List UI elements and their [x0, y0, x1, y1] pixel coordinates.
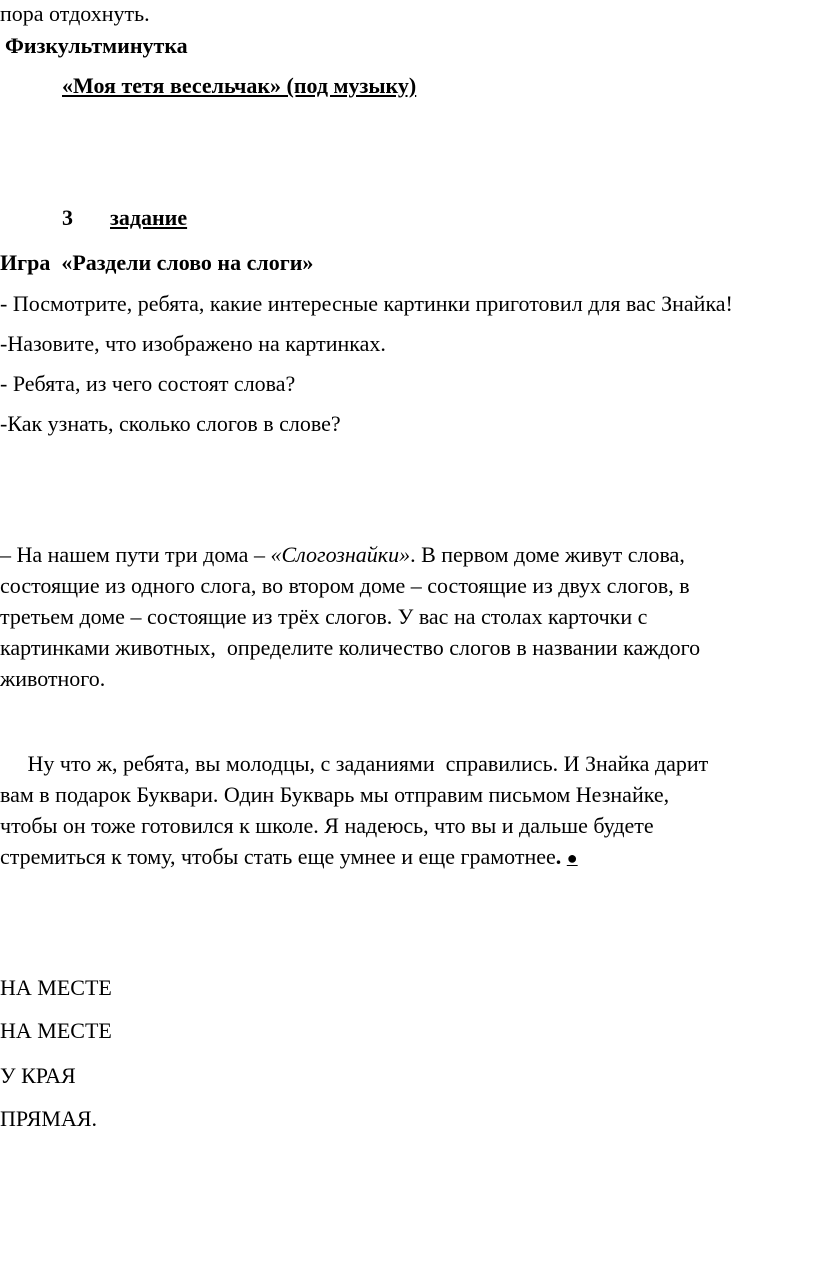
question: - Ребята, из чего состоят слова?: [0, 371, 296, 396]
text: – На нашем пути три дома –: [0, 542, 271, 567]
period: .: [555, 844, 567, 869]
paragraph2-line: чтобы он тоже готовился к школе. Я надеюсь, что вы и дальше будете: [0, 813, 654, 838]
text: стремиться к тому, чтобы стать еще умнее и еще грамотнее: [0, 844, 556, 869]
italic-term: «Слогознайки»: [270, 542, 411, 567]
paragraph2-line: Ну что ж, ребята, вы молодцы, с заданиями справились. И Знайка дарит: [0, 751, 709, 776]
text: . В первом доме живут слова,: [410, 542, 685, 567]
question: -Как узнать, сколько слогов в слове?: [0, 411, 341, 436]
question: -Назовите, что изображено на картинках.: [0, 331, 386, 356]
verse-line: НА МЕСТЕ: [0, 975, 112, 1000]
paragraph1-line: картинками животных, определите количество слогов в названии каждого: [0, 635, 701, 660]
game-title: Игра «Раздели слово на слоги»: [0, 250, 314, 275]
question: - Посмотрите, ребята, какие интересные картинки приготовил для вас Знайка!: [0, 291, 733, 316]
paragraph1-line: [0, 542, 685, 568]
task-number: 3: [62, 205, 73, 230]
paragraph1-line: третьем доме – состоящие из трёх слогов. У вас на столах карточки с: [0, 604, 648, 629]
song-title: «Моя тетя весельчак» (под музыку): [62, 73, 417, 98]
paragraph1-line: животного.: [0, 666, 106, 691]
task-label: задание: [110, 205, 188, 230]
intro-line: пора отдохнуть.: [0, 1, 150, 26]
paragraph2-line: вам в подарок Буквари. Один Букварь мы отправим письмом Незнайке,: [0, 782, 670, 807]
paragraph1-line: состоящие из одного слога, во втором доме – состоящие из двух слогов, в: [0, 573, 690, 598]
verse-line: НА МЕСТЕ: [0, 1018, 112, 1043]
bullet-icon: ●: [566, 848, 578, 868]
verse-line: У КРАЯ: [0, 1063, 76, 1088]
paragraph2-line: [0, 844, 578, 871]
verse-line: ПРЯМАЯ.: [0, 1106, 98, 1131]
section-title: Физкультминутка: [5, 33, 188, 58]
